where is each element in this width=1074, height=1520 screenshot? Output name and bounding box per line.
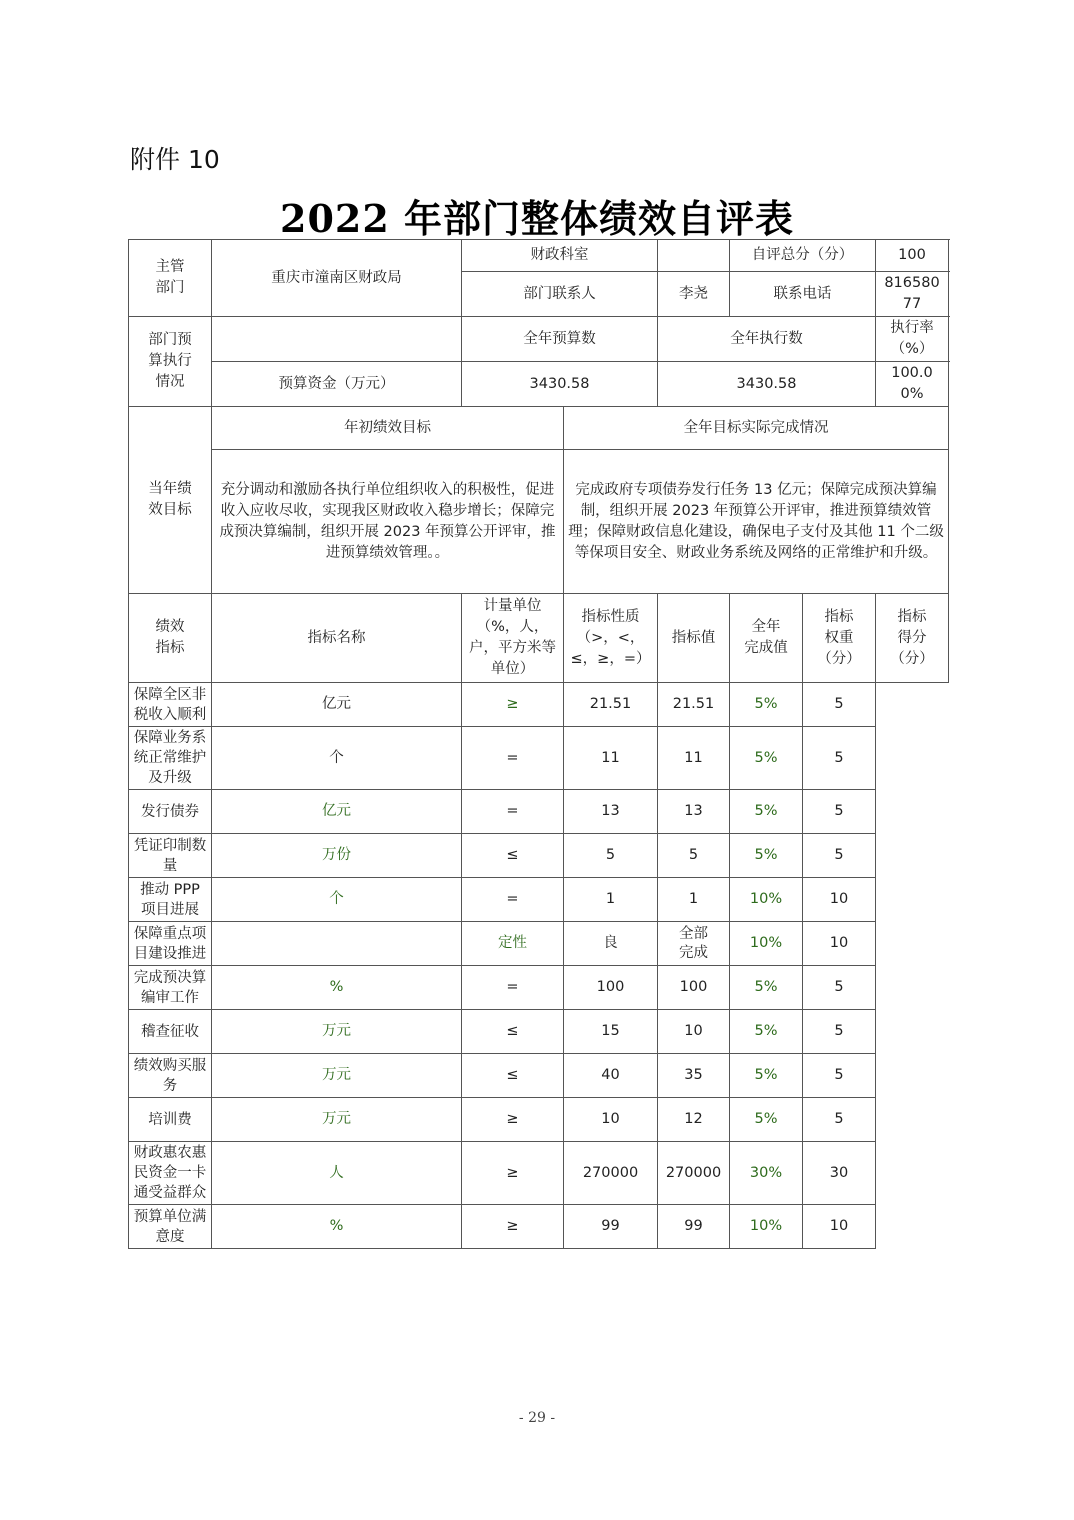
indicator-name: 推动 PPP 项目进展	[129, 878, 212, 922]
col-unit-header: 计量单位 （%，人， 户，平方米等 单位）	[462, 594, 564, 683]
actual-completion-header: 全年目标实际完成情况	[564, 407, 949, 450]
initial-goal-text: 充分调动和激励各执行单位组织收入的积极性，促进收入应收尽收，实现我区财政收入稳步增长；保障完成预决算编制，组织开展 2023 年预算公开评审，推进预算绩效管理。。	[212, 450, 564, 594]
indicator-unit: 万元	[212, 1098, 462, 1142]
contact-label: 部门联系人	[462, 272, 658, 317]
budget-row-label: 预算资金（万元）	[212, 362, 462, 407]
phone-label: 联系电话	[730, 272, 876, 317]
execution-rate-header: 执行率（%）	[876, 317, 949, 362]
budget-blank	[212, 317, 462, 362]
indicator-unit: 亿元	[212, 683, 462, 727]
indicator-row	[129, 878, 949, 922]
indicator-name: 培训费	[129, 1098, 212, 1142]
executed-value: 3430.58	[658, 362, 876, 407]
indicator-name: 完成预决算编审工作	[129, 966, 212, 1010]
budget-label: 部门预 算执行 情况	[129, 317, 212, 407]
indicator-actual: 1	[658, 878, 730, 922]
indicator-target: 13	[564, 790, 658, 834]
indicator-nature: ≤	[462, 1010, 564, 1054]
indicator-row	[129, 727, 949, 790]
indicator-unit: 万元	[212, 1010, 462, 1054]
indicator-score: 10	[803, 922, 876, 966]
col-target-header: 指标值	[658, 594, 730, 683]
indicator-row	[129, 790, 949, 834]
indicator-score: 5	[803, 727, 876, 790]
indicator-unit: 人	[212, 1142, 462, 1205]
indicator-name: 发行债券	[129, 790, 212, 834]
indicator-weight: 5%	[730, 1098, 803, 1142]
indicator-nature: =	[462, 790, 564, 834]
indicator-nature: ≥	[462, 1142, 564, 1205]
indicator-score: 5	[803, 966, 876, 1010]
indicator-score: 5	[803, 1054, 876, 1098]
indicator-weight: 10%	[730, 878, 803, 922]
indicator-unit: 万元	[212, 1054, 462, 1098]
indicator-actual: 35	[658, 1054, 730, 1098]
indicator-nature: =	[462, 727, 564, 790]
score-value: 100	[876, 240, 949, 272]
col-nature-header: 指标性质 （>，<， ≤，≥，=）	[564, 594, 658, 683]
indicator-actual: 100	[658, 966, 730, 1010]
indicator-target: 99	[564, 1205, 658, 1249]
execution-rate-value: 100.00%	[876, 362, 949, 407]
indicator-nature: 定性	[462, 922, 564, 966]
indicator-target: 15	[564, 1010, 658, 1054]
indicator-target: 21.51	[564, 683, 658, 727]
indicator-weight: 5%	[730, 966, 803, 1010]
indicator-target: 良	[564, 922, 658, 966]
indicator-score: 5	[803, 834, 876, 878]
phone-value: 81658077	[876, 272, 949, 317]
indicator-actual: 99	[658, 1205, 730, 1249]
page-number: - 29 -	[518, 1410, 556, 1426]
indicator-nature: ≤	[462, 1054, 564, 1098]
initial-goal-header: 年初绩效目标	[212, 407, 564, 450]
indicator-target: 1	[564, 878, 658, 922]
indicators-label: 绩效 指标	[129, 594, 212, 683]
annex-label: 附件 10	[130, 145, 220, 174]
executed-header: 全年执行数	[658, 317, 876, 362]
indicator-target: 11	[564, 727, 658, 790]
indicator-row	[129, 683, 949, 727]
indicator-score: 10	[803, 1205, 876, 1249]
annual-budget-value: 3430.58	[462, 362, 658, 407]
actual-completion-text: 完成政府专项债券发行任务 13 亿元；保障完成预决算编制，组织开展 2023 年预算公开评审，推进预算绩效管理；保障财政信息化建设，确保电子支付及其他 11 个二级等保项目安全、财政业务系统及网络的正常维护和升级。	[564, 450, 949, 594]
office-value	[658, 240, 730, 272]
indicator-score: 5	[803, 1098, 876, 1142]
indicator-weight: 5%	[730, 1054, 803, 1098]
indicator-nature: ≥	[462, 683, 564, 727]
indicator-row	[129, 1098, 949, 1142]
indicator-target: 100	[564, 966, 658, 1010]
indicator-actual: 21.51	[658, 683, 730, 727]
indicator-name: 财政惠农惠民资金一卡通受益群众	[129, 1142, 212, 1205]
score-label: 自评总分（分）	[730, 240, 876, 272]
contact-value: 李尧	[658, 272, 730, 317]
indicator-target: 5	[564, 834, 658, 878]
indicator-weight: 10%	[730, 1205, 803, 1249]
indicator-score: 5	[803, 1010, 876, 1054]
indicator-nature: ≤	[462, 834, 564, 878]
indicator-weight: 10%	[730, 922, 803, 966]
page-title: 2022 年部门整体绩效自评表	[280, 196, 794, 241]
dept-name: 重庆市潼南区财政局	[212, 240, 462, 317]
indicator-score: 10	[803, 878, 876, 922]
col-actual-header: 全年 完成值	[730, 594, 803, 683]
goals-label: 当年绩 效目标	[129, 407, 212, 594]
indicator-actual: 5	[658, 834, 730, 878]
indicator-nature: ≥	[462, 1098, 564, 1142]
indicator-name: 凭证印制数量	[129, 834, 212, 878]
indicator-row	[129, 966, 949, 1010]
indicator-weight: 5%	[730, 790, 803, 834]
indicator-target: 10	[564, 1098, 658, 1142]
indicator-actual: 270000	[658, 1142, 730, 1205]
indicator-actual: 10	[658, 1010, 730, 1054]
col-name-header: 指标名称	[212, 594, 462, 683]
indicator-unit	[212, 922, 462, 966]
indicator-unit: 个	[212, 878, 462, 922]
indicator-actual: 13	[658, 790, 730, 834]
indicator-nature: ≥	[462, 1205, 564, 1249]
indicator-weight: 5%	[730, 683, 803, 727]
indicator-name: 预算单位满意度	[129, 1205, 212, 1249]
indicator-name: 保障全区非税收入顺利	[129, 683, 212, 727]
indicator-header-row	[129, 594, 949, 683]
self-evaluation-table	[128, 239, 949, 1249]
indicator-actual: 全部 完成	[658, 922, 730, 966]
indicator-name: 保障重点项目建设推进	[129, 922, 212, 966]
col-weight-header: 指标 权重 （分）	[803, 594, 876, 683]
indicator-row	[129, 922, 949, 966]
indicator-row	[129, 834, 949, 878]
indicator-weight: 5%	[730, 727, 803, 790]
indicator-unit: 万份	[212, 834, 462, 878]
indicator-weight: 30%	[730, 1142, 803, 1205]
indicator-actual: 12	[658, 1098, 730, 1142]
indicator-score: 5	[803, 683, 876, 727]
indicator-name: 稽查征收	[129, 1010, 212, 1054]
indicator-target: 270000	[564, 1142, 658, 1205]
indicator-row	[129, 1054, 949, 1098]
indicator-unit: 亿元	[212, 790, 462, 834]
indicator-row	[129, 1205, 949, 1249]
indicator-unit: 个	[212, 727, 462, 790]
annual-budget-header: 全年预算数	[462, 317, 658, 362]
indicator-name: 绩效购买服务	[129, 1054, 212, 1098]
indicator-weight: 5%	[730, 834, 803, 878]
indicator-target: 40	[564, 1054, 658, 1098]
indicator-score: 30	[803, 1142, 876, 1205]
col-score-header: 指标 得分 （分）	[876, 594, 949, 683]
indicator-score: 5	[803, 790, 876, 834]
indicator-unit: %	[212, 1205, 462, 1249]
indicator-row	[129, 1142, 949, 1205]
indicator-weight: 5%	[730, 1010, 803, 1054]
dept-label: 主管 部门	[129, 240, 212, 317]
office-label: 财政科室	[462, 240, 658, 272]
indicator-row	[129, 1010, 949, 1054]
indicator-nature: =	[462, 966, 564, 1010]
indicator-name: 保障业务系统正常维护及升级	[129, 727, 212, 790]
indicator-unit: %	[212, 966, 462, 1010]
indicator-nature: =	[462, 878, 564, 922]
indicator-actual: 11	[658, 727, 730, 790]
